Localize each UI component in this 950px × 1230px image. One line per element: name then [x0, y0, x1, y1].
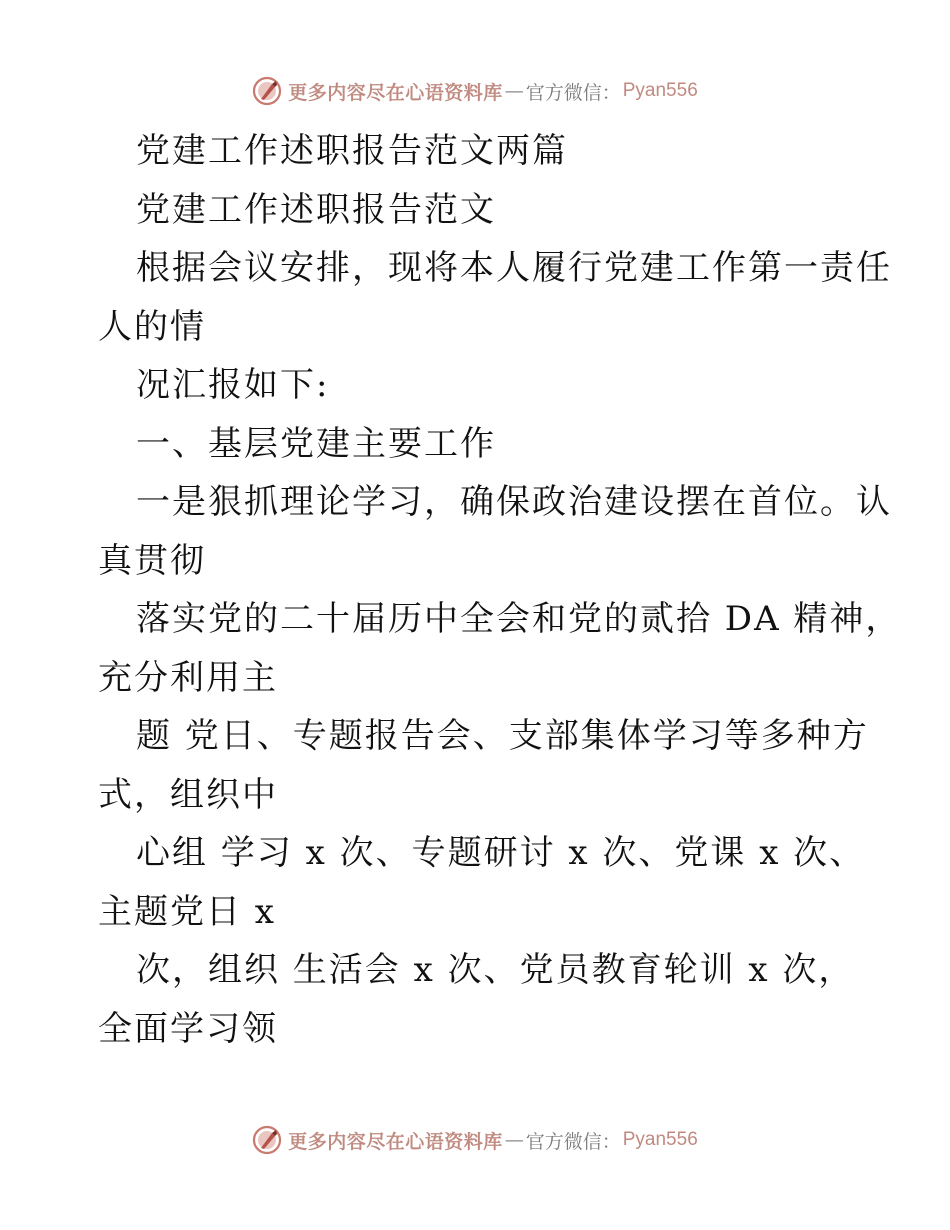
document-line: 一是狠抓理论学习，确保政治建设摆在首位。认: [136, 482, 892, 522]
document-line: 题 党日、专题报告会、支部集体学习等多种方: [136, 716, 869, 756]
document-line: 充分利用主: [98, 657, 278, 698]
document-line: 党建工作述职报告范文: [136, 189, 496, 230]
document-line: 次，组织 生活会 x 次、党员教育轮训 x 次，: [136, 950, 855, 990]
document-body: [98, 122, 902, 1058]
document-line: 落实党的二十届历中全会和党的贰拾 DA 精神，: [136, 599, 902, 639]
document-line: 一、基层党建主要工作: [136, 423, 496, 464]
watermark-brand: 更多内容尽在心语资料库: [288, 81, 503, 104]
watermark-wechat-id: Pyan556: [622, 1129, 698, 1150]
pen-nib-circle-icon: [252, 76, 282, 106]
watermark-brand: 更多内容尽在心语资料库: [288, 1130, 503, 1153]
watermark-dash: —: [504, 80, 524, 102]
document-line: 心组 学习 x 次、专题研讨 x 次、党课 x 次、: [136, 833, 866, 873]
header-watermark: [0, 73, 950, 109]
document-line: 主题党日 x: [98, 891, 276, 932]
footer-watermark: [0, 1122, 950, 1158]
document-line: 况汇报如下:: [136, 365, 330, 405]
document-line: 党建工作述职报告范文两篇: [136, 131, 568, 171]
watermark-label: 官方微信：: [525, 81, 621, 104]
document-line: 根据会议安排，现将本人履行党建工作第一责任: [136, 248, 892, 288]
watermark-label: 官方微信：: [525, 1130, 621, 1153]
watermark-dash: —: [504, 1129, 524, 1151]
document-line: 式，组织中: [98, 774, 278, 815]
pen-nib-circle-icon: [252, 1125, 282, 1155]
watermark-wechat-id: Pyan556: [622, 80, 698, 101]
document-line: 真贯彻: [98, 540, 206, 581]
document-line: 人的情: [98, 306, 206, 347]
document-line: 全面学习领: [98, 1008, 278, 1049]
